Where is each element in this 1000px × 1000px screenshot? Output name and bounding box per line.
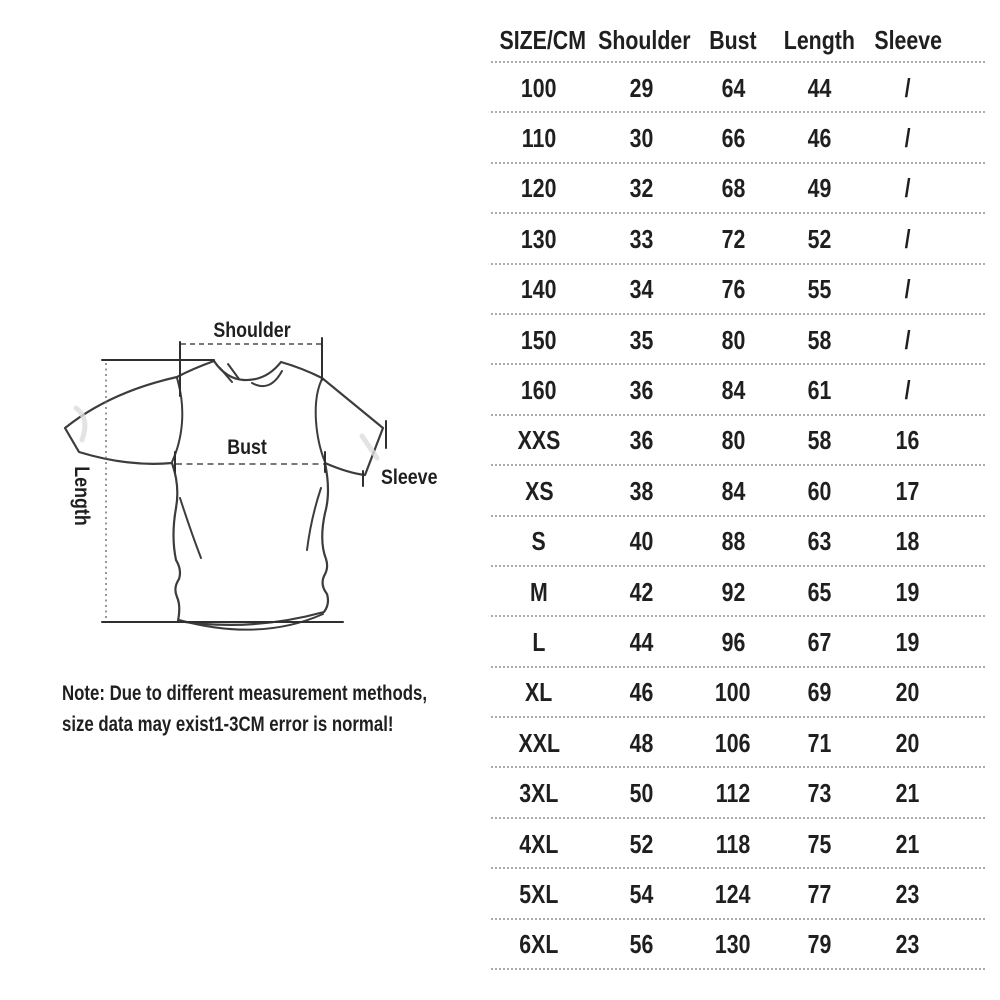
value-cell: 32 bbox=[629, 173, 654, 204]
size-cell-xxl: XXL bbox=[518, 727, 560, 758]
value-cell: 112 bbox=[715, 778, 751, 809]
value-cell: 73 bbox=[807, 778, 831, 809]
value-cell: 66 bbox=[721, 123, 745, 154]
value-cell: 71 bbox=[807, 727, 831, 758]
size-cell-xl: XL bbox=[525, 677, 553, 708]
value-cell: 44 bbox=[807, 72, 831, 103]
value-cell: / bbox=[904, 72, 911, 103]
value-cell: 16 bbox=[895, 425, 920, 456]
size-cell-100: 100 bbox=[521, 72, 557, 103]
value-cell: 19 bbox=[895, 576, 920, 607]
size-cell-5xl: 5XL bbox=[519, 878, 559, 909]
value-cell: 79 bbox=[807, 929, 831, 960]
value-cell: 69 bbox=[807, 677, 831, 708]
table-row-5xl bbox=[490, 869, 986, 919]
value-cell: 49 bbox=[807, 173, 831, 204]
value-cell: 46 bbox=[807, 123, 831, 154]
size-cell-6xl: 6XL bbox=[519, 929, 559, 960]
size-table-body bbox=[490, 63, 986, 970]
measurement-note bbox=[62, 678, 427, 740]
note-line-1: Note: Due to different measurement methods, bbox=[62, 682, 427, 705]
size-cell-4xl: 4XL bbox=[519, 828, 559, 859]
value-cell: 52 bbox=[807, 223, 831, 254]
value-cell: 23 bbox=[895, 929, 920, 960]
value-cell: / bbox=[904, 274, 911, 305]
value-cell: 54 bbox=[629, 878, 654, 909]
value-cell: 20 bbox=[895, 727, 920, 758]
value-cell: 130 bbox=[715, 929, 751, 960]
table-row-110 bbox=[490, 113, 986, 163]
size-cell-s: S bbox=[531, 526, 547, 557]
value-cell: 42 bbox=[629, 576, 654, 607]
value-cell: 19 bbox=[895, 626, 920, 657]
value-cell: 84 bbox=[721, 475, 745, 506]
column-header-shoulder: Shoulder bbox=[598, 25, 691, 55]
value-cell: / bbox=[904, 324, 911, 355]
table-row-100 bbox=[490, 63, 986, 113]
value-cell: 46 bbox=[629, 677, 654, 708]
table-row-120 bbox=[490, 164, 986, 214]
value-cell: 67 bbox=[807, 626, 831, 657]
size-cell-150: 150 bbox=[521, 324, 557, 355]
value-cell: 84 bbox=[721, 375, 745, 406]
size-cell-120: 120 bbox=[521, 173, 557, 204]
size-cell-160: 160 bbox=[521, 375, 557, 406]
value-cell: 80 bbox=[721, 324, 745, 355]
table-row-xxl bbox=[490, 718, 986, 768]
value-cell: 44 bbox=[629, 626, 654, 657]
value-cell: 118 bbox=[715, 828, 751, 859]
table-row-s bbox=[490, 517, 986, 567]
value-cell: 36 bbox=[629, 425, 654, 456]
value-cell: / bbox=[904, 223, 911, 254]
value-cell: 30 bbox=[629, 123, 654, 154]
value-cell: / bbox=[904, 375, 911, 406]
size-cell-130: 130 bbox=[521, 223, 557, 254]
value-cell: 20 bbox=[895, 677, 920, 708]
value-cell: 55 bbox=[807, 274, 831, 305]
size-cell-140: 140 bbox=[521, 274, 557, 305]
length-label: Length bbox=[69, 466, 94, 526]
value-cell: 29 bbox=[629, 72, 654, 103]
value-cell: 65 bbox=[807, 576, 831, 607]
value-cell: 58 bbox=[807, 324, 831, 355]
size-cell-xxs: XXS bbox=[517, 425, 561, 456]
column-header-size-cm: SIZE/CM bbox=[499, 25, 586, 55]
value-cell: / bbox=[904, 123, 911, 154]
size-cell-m: M bbox=[530, 576, 548, 607]
column-header-bust: Bust bbox=[709, 25, 757, 55]
size-cell-110: 110 bbox=[521, 123, 557, 154]
value-cell: 106 bbox=[715, 727, 751, 758]
value-cell: 58 bbox=[807, 425, 831, 456]
table-row-140 bbox=[490, 265, 986, 315]
value-cell: / bbox=[904, 173, 911, 204]
table-row-6xl bbox=[490, 920, 986, 970]
bust-label: Bust bbox=[227, 435, 267, 460]
tshirt-sketch-svg bbox=[40, 300, 460, 660]
table-row-xs bbox=[490, 466, 986, 516]
value-cell: 72 bbox=[721, 223, 745, 254]
value-cell: 48 bbox=[629, 727, 654, 758]
value-cell: 50 bbox=[629, 778, 654, 809]
value-cell: 18 bbox=[895, 526, 920, 557]
table-row-xl bbox=[490, 668, 986, 718]
value-cell: 23 bbox=[895, 878, 920, 909]
value-cell: 21 bbox=[895, 778, 920, 809]
table-row-l bbox=[490, 617, 986, 667]
tshirt-measurement-diagram bbox=[40, 300, 460, 660]
value-cell: 100 bbox=[715, 677, 751, 708]
size-cell-3xl: 3XL bbox=[519, 778, 559, 809]
size-table-header-row bbox=[490, 18, 986, 63]
value-cell: 36 bbox=[629, 375, 654, 406]
column-header-length: Length bbox=[783, 25, 855, 55]
value-cell: 96 bbox=[721, 626, 745, 657]
value-cell: 33 bbox=[629, 223, 654, 254]
value-cell: 75 bbox=[807, 828, 831, 859]
table-row-150 bbox=[490, 315, 986, 365]
value-cell: 68 bbox=[721, 173, 745, 204]
value-cell: 63 bbox=[807, 526, 831, 557]
value-cell: 40 bbox=[629, 526, 654, 557]
tshirt-outline bbox=[65, 361, 383, 625]
sleeve-label: Sleeve bbox=[381, 465, 438, 490]
column-header-sleeve: Sleeve bbox=[874, 25, 942, 55]
value-cell: 64 bbox=[721, 72, 745, 103]
value-cell: 77 bbox=[807, 878, 831, 909]
value-cell: 35 bbox=[629, 324, 654, 355]
table-row-4xl bbox=[490, 819, 986, 869]
value-cell: 56 bbox=[629, 929, 654, 960]
table-row-130 bbox=[490, 214, 986, 264]
value-cell: 88 bbox=[721, 526, 745, 557]
value-cell: 61 bbox=[807, 375, 831, 406]
table-row-160 bbox=[490, 365, 986, 415]
value-cell: 38 bbox=[629, 475, 654, 506]
size-cell-l: L bbox=[532, 626, 546, 657]
value-cell: 76 bbox=[721, 274, 745, 305]
value-cell: 34 bbox=[629, 274, 654, 305]
value-cell: 21 bbox=[895, 828, 920, 859]
size-table bbox=[490, 18, 986, 970]
table-row-3xl bbox=[490, 768, 986, 818]
value-cell: 17 bbox=[895, 475, 920, 506]
size-cell-xs: XS bbox=[524, 475, 554, 506]
table-row-m bbox=[490, 567, 986, 617]
value-cell: 52 bbox=[629, 828, 654, 859]
value-cell: 80 bbox=[721, 425, 745, 456]
note-line-2: size data may exist1-3CM error is normal! bbox=[62, 713, 394, 736]
value-cell: 124 bbox=[715, 878, 751, 909]
table-row-xxs bbox=[490, 416, 986, 466]
value-cell: 92 bbox=[721, 576, 745, 607]
shoulder-label: Shoulder bbox=[213, 318, 291, 343]
value-cell: 60 bbox=[807, 475, 831, 506]
